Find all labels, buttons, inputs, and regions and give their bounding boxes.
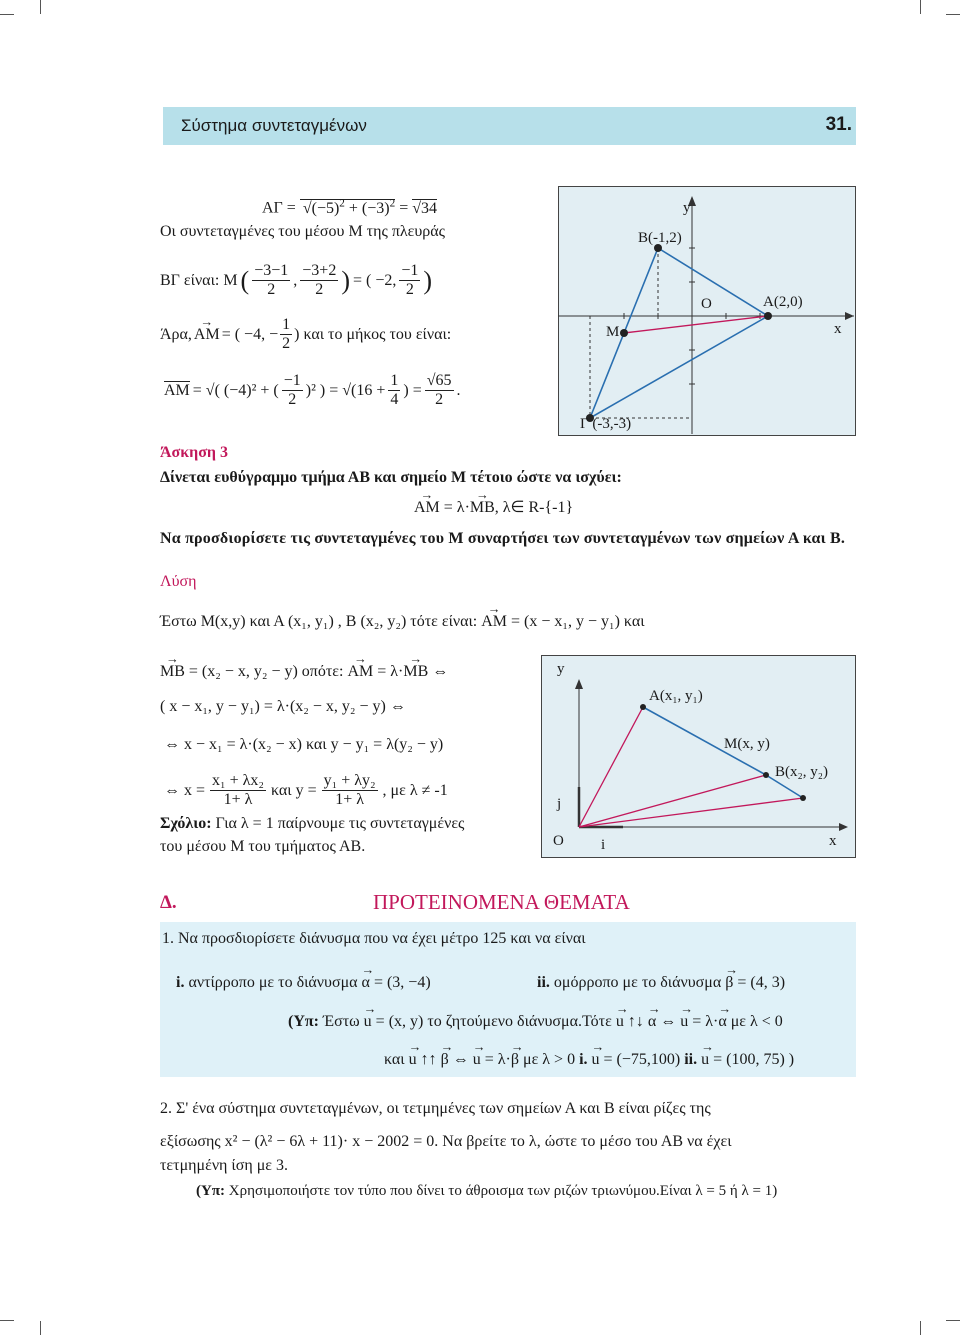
frac-den: 1+ λ <box>335 791 364 809</box>
l5-b: και y = <box>270 781 317 799</box>
m-label: Μ <box>606 324 620 340</box>
frac-num: −1 <box>399 262 420 281</box>
vector-mb: → ΜΒ <box>470 499 495 517</box>
solution-line-4: ⇔ x − x₁ = λ·(x₂ − x) και y − y₁ = λ(y₂ − y) <box>164 736 444 753</box>
exercise-condition <box>414 497 573 517</box>
hint-text: Χρησιμοποιήστε τον τύπο που δίνει το άθροισμα των ριζών τριωνύμου.Είναι λ = 5 ή λ = 1) <box>225 1183 778 1199</box>
line2-rest: . Να βρείτε το λ, ώστε το μέσο του ΑΒ να έχει <box>434 1133 732 1150</box>
frac-den: 1+ λ <box>223 791 253 809</box>
item-ii-value: = (4, 3) <box>733 974 786 991</box>
section-letter: Δ. <box>160 892 177 913</box>
ans-text: ⇔ <box>448 1051 473 1068</box>
frac <box>210 772 266 810</box>
a-label: Α(2,0) <box>763 294 803 310</box>
ag-left: ΑΓ = <box>262 199 296 217</box>
problem1-hint <box>288 1013 783 1031</box>
paren: ( <box>240 265 250 295</box>
ans-text: ↑↑ <box>416 1051 441 1068</box>
crop-mark <box>920 0 921 14</box>
hint-text: = (x, y) το ζητούμενο διάνυσμα.Τότε <box>371 1013 616 1030</box>
exercise-statement: Δίνεται ευθύγραμμο τμήμα ΑΒ και σημείο Μ τέτοιο ώστε να ισχύει: <box>160 469 622 486</box>
problem1-text: 1. Να προσδιορίσετε διάνυσμα που να έχει μέτρο 125 και να είναι <box>162 930 586 947</box>
l1-text: Έστω Μ(x,y) και Α (x₁, y₁) , Β (x₂, y₂) τότε είναι: <box>160 613 482 630</box>
cond-rest: , λ∈ R-{-1} <box>494 499 574 516</box>
origin-label: O <box>553 833 564 849</box>
a-label: Α(x₁, y₁) <box>649 688 703 704</box>
l2-a: = (x₂ − x, y₂ − y) οπότε: <box>184 663 348 680</box>
length-end: . <box>456 381 461 399</box>
vector-u: → u <box>364 1013 372 1031</box>
m-label: Μ(x, y) <box>724 736 770 752</box>
ans-i-label: i. <box>579 1051 588 1068</box>
l1-end: = (x − x₁, y − y₁) και <box>507 613 645 630</box>
hint-text: ↑↓ <box>623 1013 648 1030</box>
crop-mark <box>0 1320 14 1321</box>
page-header <box>163 107 856 145</box>
midpoint-text: Οι συντεταγμένες του μέσου Μ της πλευράς <box>160 223 445 240</box>
hint-text: Έστω <box>318 1013 364 1030</box>
length-eq: = √( (−4)² + ( <box>192 381 279 399</box>
ag-root: √34 <box>412 199 437 217</box>
vector-u: → u <box>592 1051 600 1069</box>
bg-eq: = ( −2, <box>352 271 397 289</box>
b-label: Β(-1,2) <box>638 230 682 246</box>
exercise-title: Άσκηση 3 <box>160 444 229 461</box>
frac <box>322 772 378 810</box>
point-a <box>764 312 772 320</box>
point-m <box>620 329 628 337</box>
problem2-line-2 <box>160 1133 732 1151</box>
frac <box>280 316 292 354</box>
solution-label: Λύση <box>160 573 197 590</box>
length-formula <box>164 372 461 410</box>
ag-eq: = <box>399 199 409 217</box>
vector-am: → ΑΜ <box>481 613 507 631</box>
exercise-task: Να προσδιορίσετε τις συντεταγμένες του Μ συναρτήσει των συντεταγμένων των σημείων Α και Β. <box>160 530 846 547</box>
header-title: Σύστημα συντεταγμένων <box>181 116 367 135</box>
vector-mb: → ΜΒ <box>160 663 185 681</box>
item-ii-label: ii. <box>537 974 550 991</box>
length-mid: )² ) = √(16 + <box>305 381 386 399</box>
crop-mark <box>0 14 14 15</box>
note-label: Σχόλιο: <box>160 815 212 832</box>
vector-u: → u <box>701 1051 709 1069</box>
solution-line-2 <box>160 663 448 681</box>
section-title: ΠΡΟΤΕΙΝΟΜΕΝΑ ΘΕΜΑΤΑ <box>373 890 630 914</box>
item-ii-text: ομόρροπο με το διάνυσμα <box>549 974 726 991</box>
crop-mark <box>920 1321 921 1335</box>
item-i-value: = (3, −4) <box>369 974 431 991</box>
ans-text: = λ· <box>480 1051 511 1068</box>
paren: ) <box>341 265 350 295</box>
b-label: Β(x₂, y₂) <box>775 764 828 780</box>
frac-num: −1 <box>282 372 303 391</box>
vector-u: → u <box>473 1051 481 1069</box>
solution-line-3: ( x − x₁, y − y₁) = λ·(x₂ − x, y₂ − y) ⇔ <box>160 698 406 715</box>
hint-text: με λ < 0 <box>726 1013 783 1030</box>
ag-term2: + (−3) <box>348 199 390 217</box>
problem2-hint <box>196 1183 777 1200</box>
frac-num: 1 <box>280 316 292 335</box>
ans-text: και <box>384 1051 409 1068</box>
vector-beta: → β <box>441 1051 449 1069</box>
equation: εξίσωσης x² − (λ² − 6λ + 11)· x − 2002 = 0 <box>160 1133 435 1150</box>
bg-formula <box>160 262 432 300</box>
am-formula <box>160 316 451 354</box>
hint-label: (Υπ: <box>196 1183 226 1199</box>
problem1-item-i <box>176 974 431 992</box>
problem2-line-1: 2. Σ' ένα σύστημα συντεταγμένων, οι τετμημένες των σημείων Α και Β είναι ρίζες της <box>160 1100 711 1117</box>
point-m <box>763 772 769 778</box>
point-a <box>640 704 646 710</box>
vector-mb: → ΜΒ <box>403 663 428 681</box>
triangle-graph <box>558 186 856 436</box>
vector-u: → u <box>680 1013 688 1031</box>
ag-exp2: 2 <box>389 197 396 209</box>
frac-num: y₁ + λy₂ <box>322 772 378 791</box>
vector-u: → u <box>409 1051 417 1069</box>
hint-label: (Υπ: <box>288 1013 319 1030</box>
vector-am: → ΑΜ <box>347 663 373 681</box>
frac-den: 2 <box>267 281 276 299</box>
frac-den: 2 <box>288 391 297 409</box>
frac-num: −3−1 <box>252 262 290 281</box>
vector-alpha: → α <box>718 1013 726 1031</box>
section-graph <box>541 655 856 858</box>
ans-text: με λ > 0 <box>519 1051 580 1068</box>
crop-mark <box>40 0 41 14</box>
comma: , <box>293 271 298 289</box>
crop-mark <box>40 1321 41 1335</box>
l2-c: ⇔ <box>428 663 449 680</box>
frac-den: 2 <box>315 281 324 299</box>
frac <box>388 372 400 410</box>
length-eq2: ) = <box>403 381 422 399</box>
problem2-line-3: τετμημένη ίση με 3. <box>160 1157 289 1174</box>
x-label: x <box>829 833 837 849</box>
am-prefix: Άρα, <box>160 325 192 343</box>
frac-den: 2 <box>282 335 291 353</box>
item-i-label: i. <box>176 974 185 991</box>
hint-text: = λ· <box>688 1013 719 1030</box>
l5-c: , με λ ≠ -1 <box>382 781 448 799</box>
frac <box>282 372 303 410</box>
x-label: x <box>834 321 842 337</box>
frac-num: 1 <box>388 372 400 391</box>
vector-alpha: → α <box>362 974 370 992</box>
vector-am: → ΑΜ <box>414 499 440 517</box>
length-vector: ΑΜ <box>164 382 190 400</box>
point-b <box>800 795 806 801</box>
solution-line-5 <box>164 772 448 810</box>
am-suffix: ) και το μήκος του είναι: <box>294 325 452 343</box>
hint-text: ⇔ <box>656 1013 681 1030</box>
frac <box>399 262 420 300</box>
item-i-text: αντίρροπο με το διάνυσμα <box>184 974 362 991</box>
page-number: 31. <box>825 114 852 135</box>
vector-beta: → β <box>511 1051 519 1069</box>
ag-formula <box>262 197 437 218</box>
frac-num: −3+2 <box>300 262 338 281</box>
l2-b: = λ· <box>373 663 404 680</box>
g-label: Γ (-3,-3) <box>580 416 632 432</box>
y-label: y <box>683 200 691 216</box>
frac-den: 2 <box>405 281 414 299</box>
note-line-1 <box>160 815 464 833</box>
ans-ii-value: = (100, 75) ) <box>709 1051 795 1068</box>
am-vector: → ΑΜ <box>194 326 220 344</box>
am-eq: = ( −4, − <box>221 325 279 343</box>
ag-exp1: 2 <box>339 197 345 209</box>
crop-mark <box>946 14 960 15</box>
vector-beta: → β <box>725 974 733 992</box>
vector-u: → u <box>616 1013 624 1031</box>
ans-ii-label: ii. <box>684 1051 698 1068</box>
problem1-item-ii <box>537 974 785 992</box>
ag-root-value: 34 <box>421 199 437 217</box>
problem1-answers <box>384 1051 794 1069</box>
origin-label: O <box>701 296 712 312</box>
ag-radical: $√(-5)^2 + (-3)^2$ <box>300 199 395 217</box>
frac <box>252 262 290 300</box>
frac-num: √65 <box>425 372 454 391</box>
bg-label: ΒΓ είναι: Μ <box>160 271 238 289</box>
note-line-2: του μέσου Μ του τμήματος ΑΒ. <box>160 838 366 855</box>
ans-i-value: = (−75,100) <box>599 1051 685 1068</box>
note-text: Για λ = 1 παίρνουμε τις συντεταγμένες <box>211 815 465 832</box>
frac <box>425 372 454 410</box>
frac-den: 2 <box>435 391 444 409</box>
i-label: i <box>601 837 606 853</box>
frac <box>300 262 338 300</box>
y-label: y <box>557 661 565 677</box>
crop-mark <box>946 1320 960 1321</box>
frac-den: 4 <box>390 391 399 409</box>
frac-num: x₁ + λx₂ <box>210 772 266 791</box>
cond-mid: = λ· <box>439 499 470 516</box>
l5-a: ⇔ x = <box>164 781 206 799</box>
vector-alpha: → α <box>648 1013 656 1031</box>
paren: ) <box>423 265 433 295</box>
solution-line-1 <box>160 613 645 631</box>
j-label: j <box>557 796 562 812</box>
ag-term1: (−5) <box>311 199 340 217</box>
